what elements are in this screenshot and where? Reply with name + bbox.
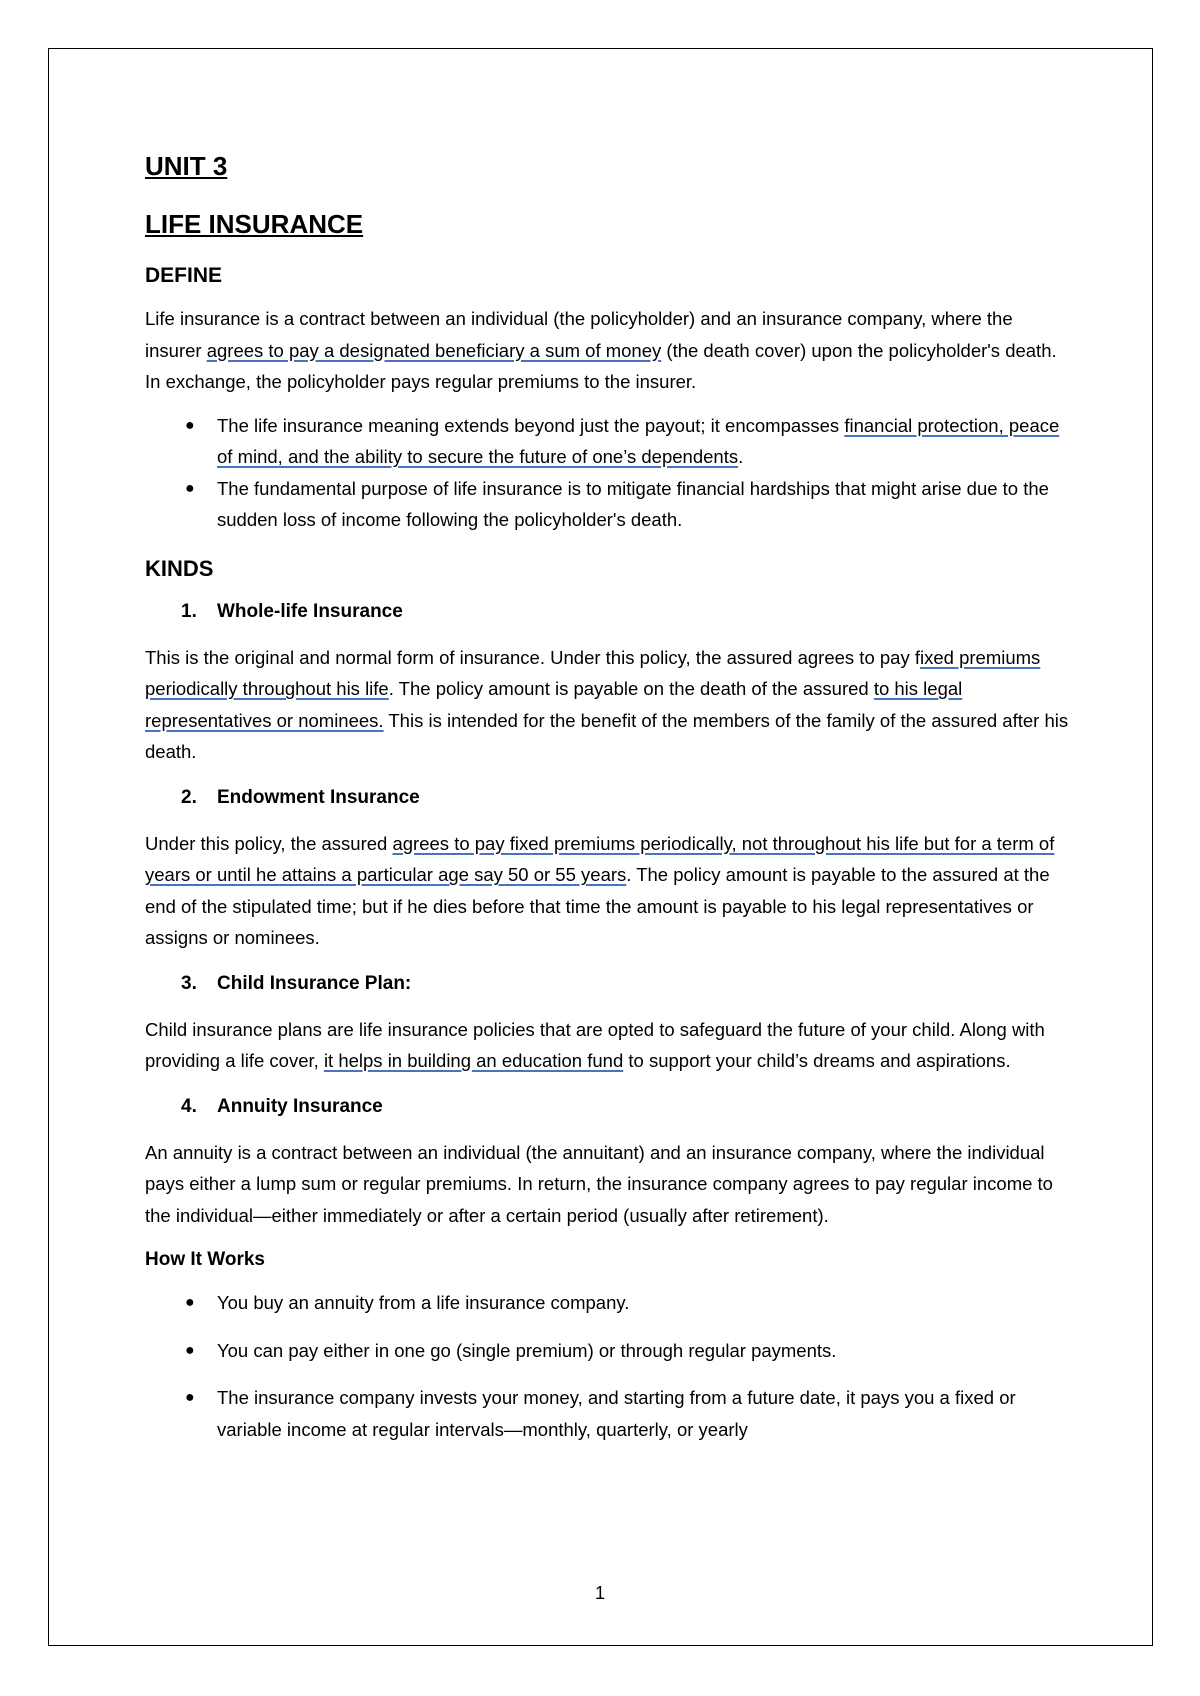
kind-heading (145, 596, 1070, 628)
bullet-icon: ● (185, 479, 195, 497)
bullet-icon: ● (185, 416, 195, 434)
kind-number: 2. (181, 786, 197, 808)
bullet-icon: ● (185, 1389, 195, 1406)
list-item: ● The life insurance meaning extends beyond just the payout; it encompasses financial protection, peace of mind, and the ability to secure the future of one’s dependents. (145, 410, 1070, 473)
define-link: agrees to pay a designated beneficiary a sum of money (206, 339, 662, 361)
how-bullet-list (145, 1287, 1070, 1445)
list-item: ● The insurance company invests your money, and starting from a future date, it pays you a fixed or variable income at regular intervals—monthly, quarterly, or yearly (145, 1382, 1070, 1445)
define-bullet-list (145, 410, 1070, 536)
kind-title: Endowment Insurance (217, 786, 420, 808)
list-item: ● The fundamental purpose of life insurance is to mitigate financial hardships that might arise due to the sudden loss of income following the policyholder's death. (145, 473, 1070, 536)
kind-paragraph: This is the original and normal form of insurance. Under this policy, the assured agrees to pay fixed premiums periodically throughout his life. The policy amount is payable on the death of the assured to his legal representatives or nominees. This is intended for the benefit of the members of the family of the assured after his death. (145, 646, 1069, 762)
bullet-icon: ● (185, 1294, 195, 1311)
kind-link: ixed premiums periodically throughout his life (145, 646, 1041, 699)
kind-heading (145, 782, 1070, 814)
kind-link: agrees to pay fixed premiums periodically, not throughout his life but for a term of years or until he attains a particular age say 50 or 55 years (145, 832, 1055, 885)
define-paragraph: Life insurance is a contract between an individual (the policyholder) and an insurance company, where the insurer agrees to pay a designated beneficiary a sum of money (the death cover) upon the policyholder's death. In exchange, the policyholder pays regular premiums to the insurer. (145, 308, 1057, 392)
bullet-link: financial protection, peace of mind, and the ability to secure the future of one’s dependents (217, 414, 1060, 467)
topic-title: LIFE INSURANCE (145, 209, 364, 239)
kind-link: to his legal representatives or nominees. (145, 678, 963, 731)
kind-paragraph: Under this policy, the assured agrees to pay fixed premiums periodically, not throughout his life but for a term of years or until he attains a particular age say 50 or 55 years. The policy amount is payable to the assured at the end of the stipulated time; but if he dies before that time the amount is payable to his legal representatives or assigns or nominees. (145, 832, 1055, 948)
list-item: ● You can pay either in one go (single premium) or through regular payments. (145, 1335, 1070, 1367)
document-body (145, 145, 1070, 1445)
kind-paragraph: Child insurance plans are life insurance policies that are opted to safeguard the future of your child. Along with providing a life cover, it helps in building an education fund to support your child’s dreams and aspirations. (145, 1018, 1045, 1071)
kind-paragraph: An annuity is a contract between an individual (the annuitant) and an insurance company, where the individual pays either a lump sum or regular premiums. In return, the insurance company agrees to pay regular income to the individual—either immediately or after a certain period (usually after retirement). (145, 1141, 1053, 1226)
kind-title: Child Insurance Plan: (217, 972, 412, 994)
kind-heading (145, 968, 1070, 1000)
kind-number: 3. (181, 972, 197, 994)
unit-title: UNIT 3 (145, 151, 228, 181)
bullet-icon: ● (185, 1341, 195, 1359)
kind-title: Whole-life Insurance (217, 600, 403, 622)
kinds-heading: KINDS (145, 555, 214, 581)
kind-number: 1. (181, 600, 197, 622)
kind-title: Annuity Insurance (217, 1095, 383, 1117)
kind-number: 4. (181, 1095, 197, 1117)
page-number: 1 (594, 1583, 605, 1603)
define-heading: DEFINE (145, 264, 223, 287)
kind-link: it helps in building an education fund (323, 1050, 624, 1071)
kind-heading (145, 1091, 1070, 1123)
list-item: ● You buy an annuity from a life insurance company. (145, 1287, 1070, 1319)
how-it-works-heading: How It Works (145, 1249, 265, 1270)
